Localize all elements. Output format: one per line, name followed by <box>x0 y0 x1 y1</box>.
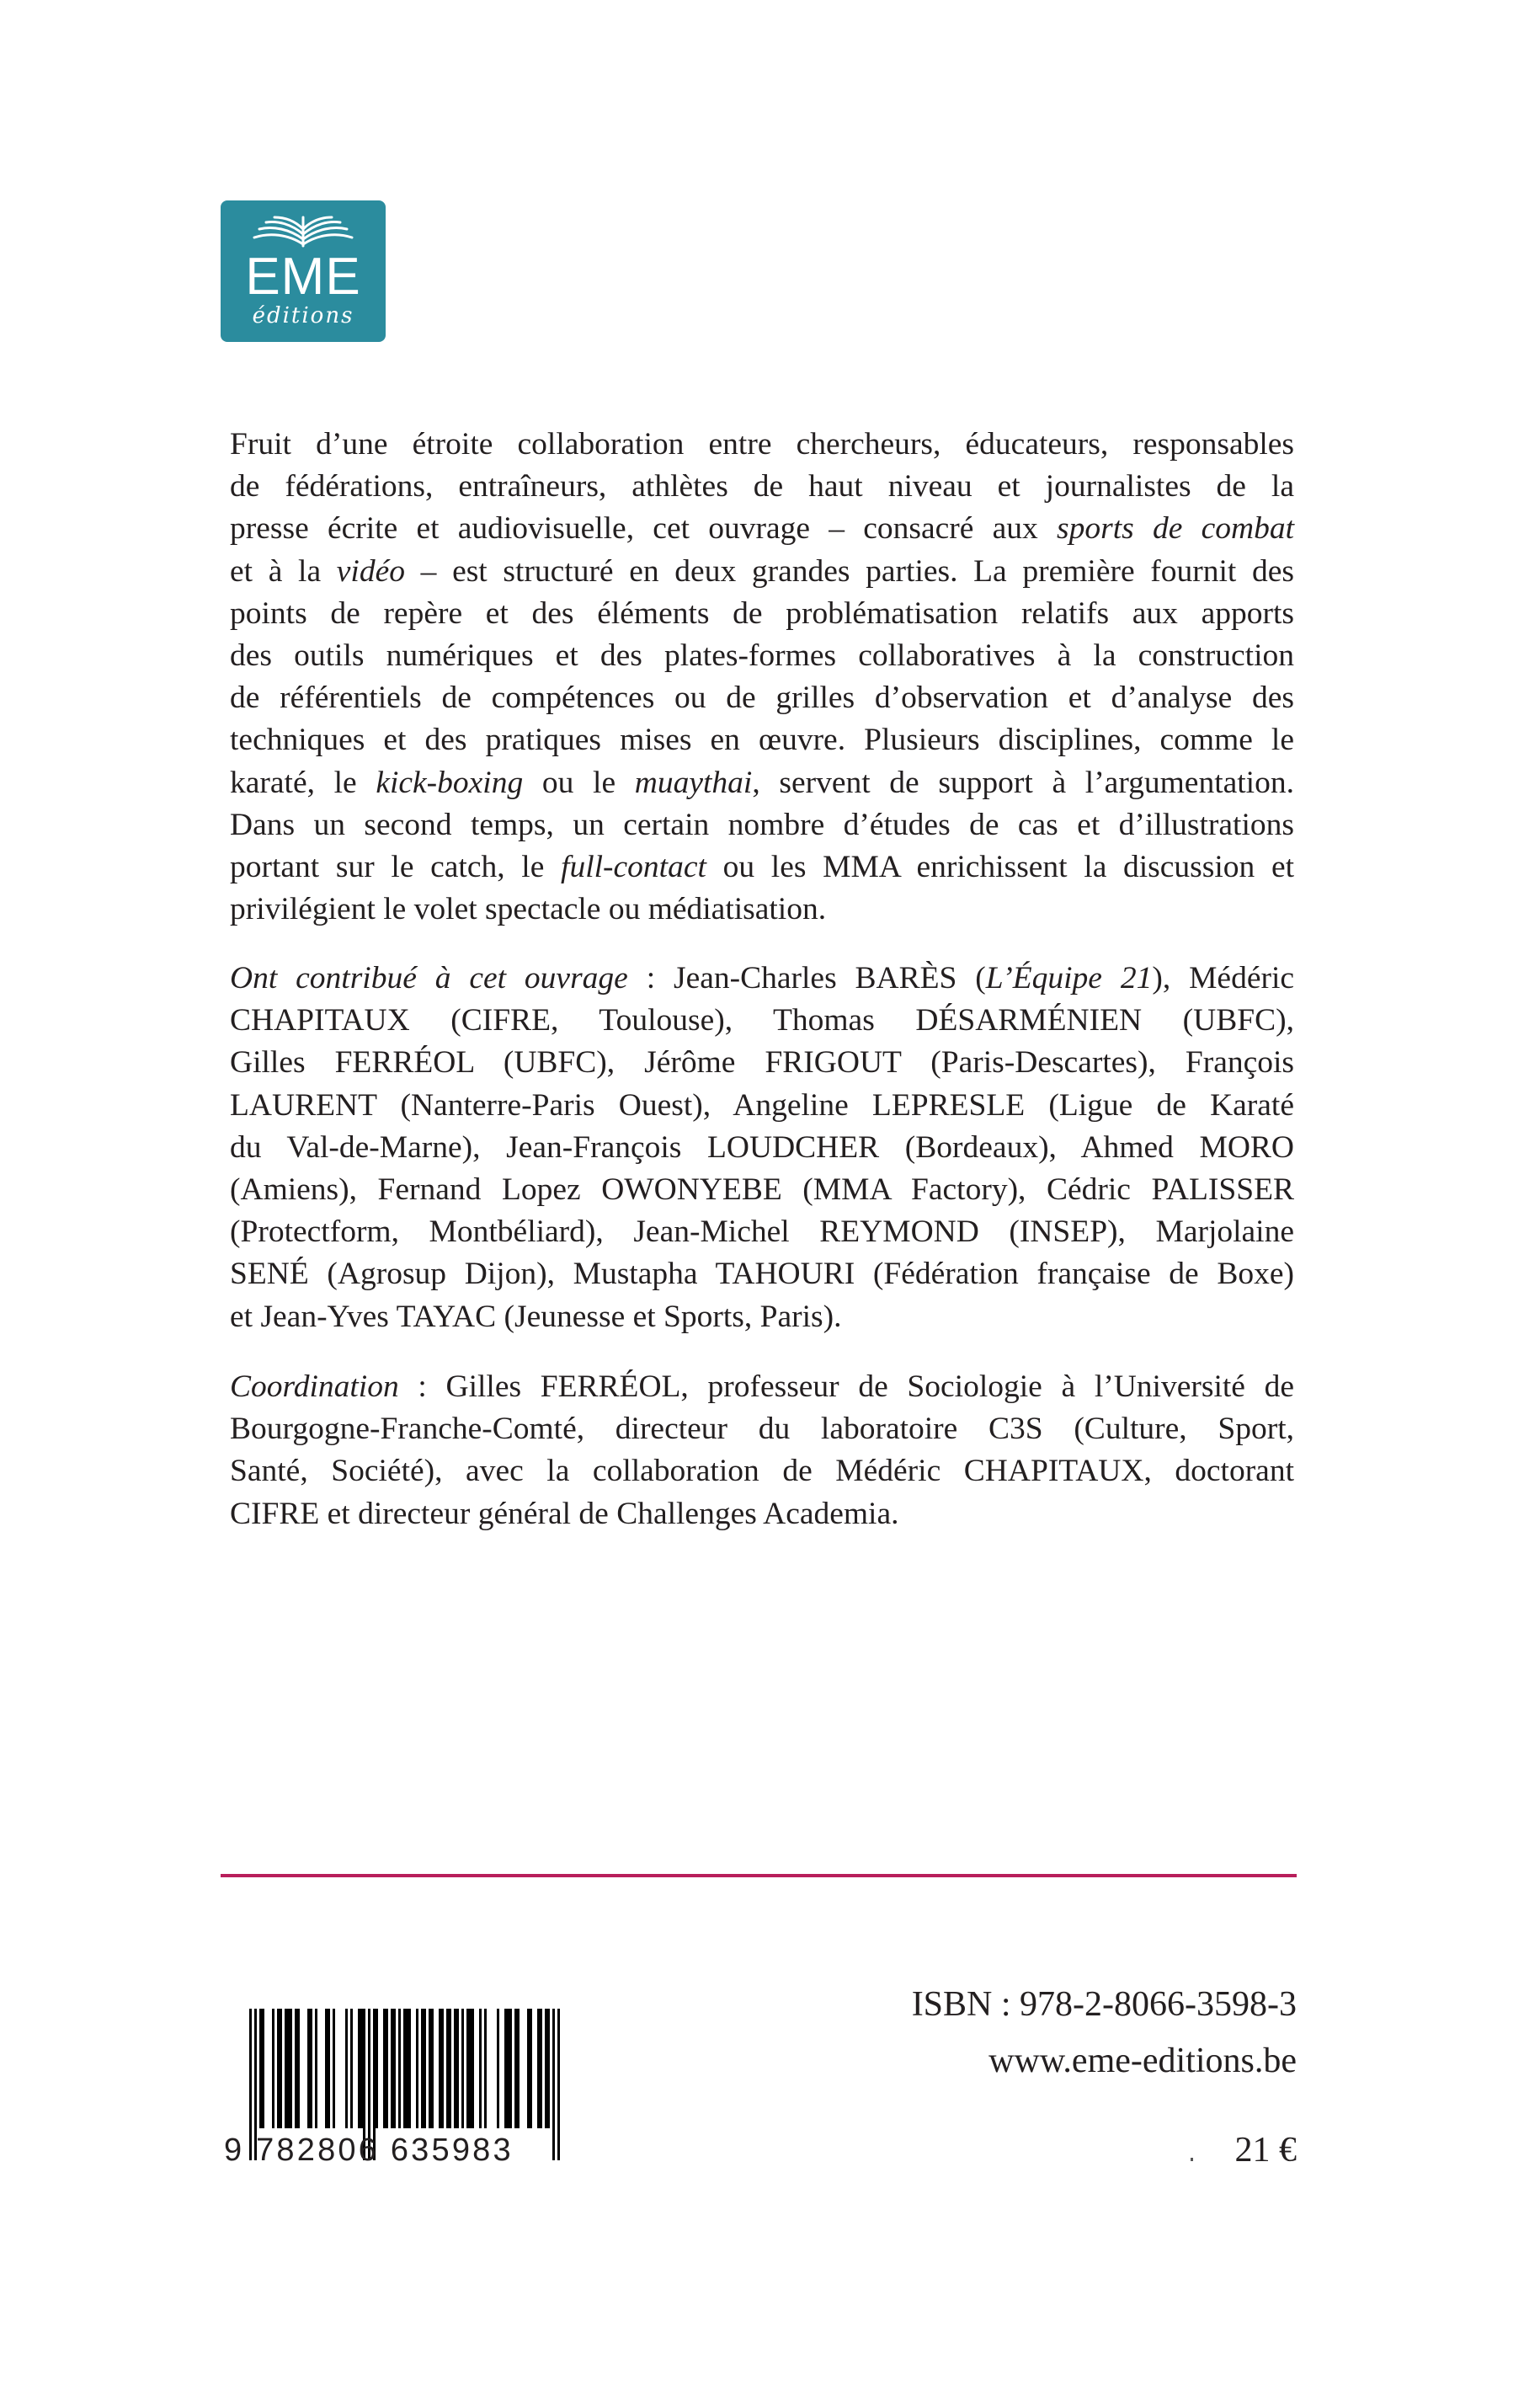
barcode-bar <box>325 2009 328 2128</box>
text-line <box>230 958 1294 1000</box>
text-run: SENÉ (Agrosup Dijon), Mustapha TAHOURI (Fédération française de Boxe) <box>230 1257 1294 1292</box>
barcode-bar <box>259 2009 262 2128</box>
text-run: CIFRE et directeur général de Challenges Academia. <box>230 1496 899 1531</box>
text-line <box>230 1127 1294 1169</box>
barcode-bar <box>383 2009 386 2128</box>
publisher-name: EME <box>245 248 361 306</box>
text-line <box>230 719 1294 761</box>
text-run: – est structuré en deux grandes parties. La première fournit des <box>404 553 1294 589</box>
text-run: de fédérations, entraîneurs, athlètes de haut niveau et journalistes de la <box>230 469 1294 504</box>
publisher-website[interactable]: www.eme-editions.be <box>988 2042 1297 2080</box>
text-line <box>230 508 1294 550</box>
barcode-bar <box>358 2009 360 2128</box>
barcode-bar <box>307 2009 310 2128</box>
footer-divider <box>221 1874 1297 1877</box>
barcode-bar <box>424 2009 426 2128</box>
text-line <box>230 551 1294 593</box>
text-run: ), Médéric <box>1152 961 1295 996</box>
text-run: CHAPITAUX (CIFRE, Toulouse), Thomas DÉSARMÉNIEN (UBFC), <box>230 1003 1294 1038</box>
barcode-bar <box>287 2009 290 2128</box>
text-run: techniques et des pratiques mises en œuvre. Plusieurs disciplines, comme le <box>230 723 1294 758</box>
text-line <box>230 804 1294 846</box>
price: 21 € <box>1234 2131 1297 2170</box>
barcode-bar <box>285 2009 287 2128</box>
text-line <box>230 1296 1294 1338</box>
isbn-number: ISBN : 978-2-8066-3598-3 <box>911 1985 1297 2024</box>
barcode-digits: 9 782806 635983 <box>224 2132 514 2168</box>
publisher-subtitle: éditions <box>252 303 354 328</box>
text-line <box>230 677 1294 719</box>
barcode-bar <box>507 2009 509 2128</box>
barcode-bar <box>547 2009 550 2128</box>
text-line <box>230 1493 1294 1535</box>
barcode-bar <box>350 2009 353 2128</box>
italic-text: Coordination <box>230 1369 399 1404</box>
barcode-bar <box>290 2009 292 2128</box>
barcode-bar <box>454 2009 456 2128</box>
barcode-bar <box>328 2009 330 2128</box>
text-line <box>230 593 1294 635</box>
text-run: Fruit d’une étroite collaboration entre chercheurs, éducateurs, responsables <box>230 427 1294 462</box>
italic-text: sports de combat <box>1057 511 1294 547</box>
barcode-bar <box>509 2009 512 2128</box>
barcode-bar <box>416 2009 418 2128</box>
barcode-bar <box>360 2009 363 2128</box>
text-run: points de repère et des éléments de problématisation relatifs aux apports <box>230 595 1294 631</box>
text-line <box>230 1085 1294 1127</box>
text-line <box>230 1408 1294 1450</box>
barcode-bar <box>527 2009 530 2128</box>
text-line <box>230 1042 1294 1084</box>
barcode-bar <box>472 2009 474 2128</box>
barcode-bar <box>545 2009 547 2128</box>
italic-text: L’Équipe 21 <box>985 961 1153 996</box>
italic-text: full-contact <box>561 850 706 885</box>
text-line <box>230 1000 1294 1042</box>
barcode-bar <box>398 2009 401 2128</box>
italic-text: vidéo <box>336 553 405 589</box>
text-line <box>230 889 1294 931</box>
barcode-bar <box>297 2009 300 2128</box>
barcode-bar <box>479 2009 482 2128</box>
text-line <box>230 1366 1294 1408</box>
text-run: ou les MMA enrichissent la discussion et <box>706 850 1295 885</box>
barcode-bar <box>449 2009 451 2128</box>
text-run: privilégient le volet spectacle ou médiatisation. <box>230 892 827 927</box>
text-line <box>230 424 1294 466</box>
barcode-bar <box>421 2009 424 2128</box>
text-run: Bourgogne-Franche-Comté, directeur du laboratoire C3S (Culture, Sport, <box>230 1412 1294 1447</box>
italic-text: muaythai <box>634 765 753 800</box>
text-run: : Gilles FERRÉOL, professeur de Sociologie à l’Université de <box>398 1369 1294 1404</box>
text-run: Gilles FERRÉOL (UBFC), Jérôme FRIGOUT (Paris-Descartes), François <box>230 1045 1294 1081</box>
text-run: et à la <box>230 553 337 589</box>
barcode-bar <box>446 2009 449 2128</box>
italic-text: kick-boxing <box>376 765 524 800</box>
barcode-bar <box>441 2009 444 2128</box>
barcode-bar <box>376 2009 378 2128</box>
text-line <box>230 1450 1294 1492</box>
italic-text: Ont contribué à cet ouvrage <box>230 961 628 996</box>
barcode-bar <box>497 2009 499 2128</box>
barcode-bar <box>537 2009 540 2128</box>
text-run: : Jean-Charles BARÈS ( <box>627 961 986 996</box>
text-line <box>230 762 1294 804</box>
text-run: (Amiens), Fernand Lopez OWONYEBE (MMA Factory), Cédric PALISSER <box>230 1172 1294 1208</box>
text-run: presse écrite et audiovisuelle, cet ouvrage – consacré aux <box>230 511 1058 547</box>
barcode-bar <box>262 2009 264 2128</box>
barcode-bar <box>406 2009 408 2128</box>
barcode-bar <box>393 2009 396 2128</box>
barcode-bar <box>280 2009 282 2128</box>
barcode-bar <box>391 2009 393 2128</box>
publisher-logo <box>221 200 386 342</box>
text-run: portant sur le catch, le <box>230 850 562 885</box>
text-line <box>230 466 1294 508</box>
text-line <box>230 846 1294 889</box>
text-run: (Protectform, Montbéliard), Jean-Michel REYMOND (INSEP), Marjolaine <box>230 1214 1294 1250</box>
barcode-bar <box>315 2009 317 2128</box>
contributors-paragraph <box>230 958 1294 1338</box>
text-run: LAURENT (Nanterre-Paris Ouest), Angeline LEPRESLE (Ligue de Karaté <box>230 1087 1294 1123</box>
barcode-bar <box>310 2009 312 2128</box>
text-run: de référentiels de compétences ou de grilles d’observation et d’analyse des <box>230 681 1294 716</box>
text-run: , servent de support à l’argumentation. <box>752 765 1294 800</box>
barcode-bar <box>439 2009 441 2128</box>
text-run: et Jean-Yves TAYAC (Jeunesse et Sports, Paris). <box>230 1299 842 1334</box>
barcode-bar <box>408 2009 411 2128</box>
text-run: Santé, Société), avec la collaboration de Médéric CHAPITAUX, doctorant <box>230 1454 1294 1489</box>
barcode-bar <box>504 2009 507 2128</box>
summary-paragraph <box>230 424 1294 931</box>
barcode-bar <box>461 2009 464 2128</box>
barcode-bar <box>431 2009 434 2128</box>
text-run: des outils numériques et des plates-formes collaboratives à la construction <box>230 638 1294 674</box>
text-line <box>230 1253 1294 1295</box>
barcode-bar <box>517 2009 520 2128</box>
barcode-bar <box>277 2009 280 2128</box>
barcode-bar <box>530 2009 532 2128</box>
text-line <box>230 1211 1294 1253</box>
barcode-bar <box>386 2009 388 2128</box>
barcode-bar <box>514 2009 517 2128</box>
text-run: Dans un second temps, un certain nombre d’études de cas et d’illustrations <box>230 807 1294 842</box>
barcode-bar <box>345 2009 348 2128</box>
print-mark <box>1191 2158 1193 2161</box>
barcode-bar <box>403 2009 406 2128</box>
barcode-bar <box>272 2009 274 2128</box>
barcode-bar <box>295 2009 297 2128</box>
text-line <box>230 635 1294 677</box>
barcode-bar <box>469 2009 472 2128</box>
barcode-bar <box>466 2009 469 2128</box>
text-line <box>230 1169 1294 1211</box>
barcode-bar <box>429 2009 431 2128</box>
text-run: ou le <box>523 765 635 800</box>
barcode-bar <box>540 2009 542 2128</box>
text-run: du Val-de-Marne), Jean-François LOUDCHER (Bordeaux), Ahmed MORO <box>230 1129 1294 1165</box>
barcode-bar <box>456 2009 459 2128</box>
barcode-bar <box>333 2009 335 2128</box>
text-run: karaté, le <box>230 765 376 800</box>
coordination-paragraph <box>230 1366 1294 1535</box>
barcode-bar <box>484 2009 487 2128</box>
